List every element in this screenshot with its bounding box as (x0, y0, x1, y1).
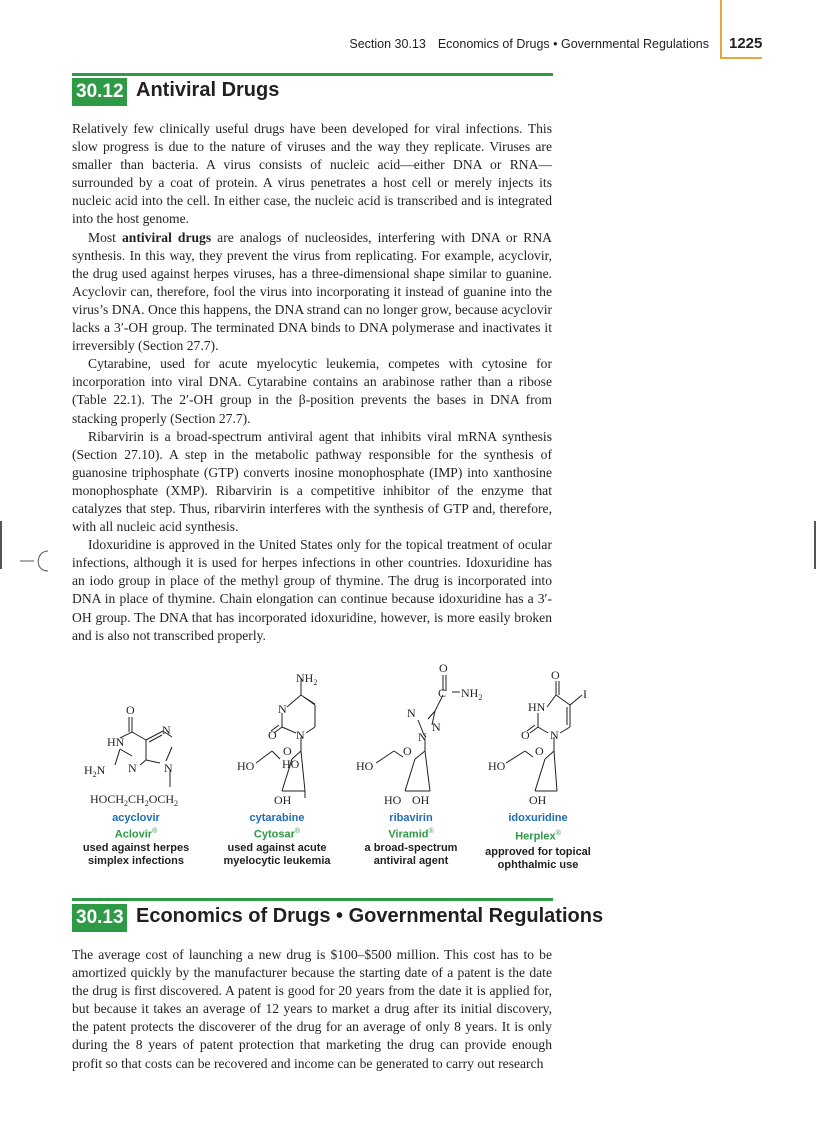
brand-name-text: Herplex (515, 830, 556, 843)
svg-text:O: O (521, 728, 530, 742)
section-number-badge: 30.12 (72, 78, 127, 106)
registered-mark: ® (152, 828, 158, 835)
registered-mark: ® (555, 830, 561, 837)
svg-text:OH: OH (412, 793, 430, 807)
body-text-economics (72, 946, 552, 1073)
brand-name-text: Cytosar (253, 828, 295, 841)
paragraph: Ribarvirin is a broad-spectrum antiviral agent that inhibits viral mRNA synthesis (Section 27.10). A step in the metabolic pathway responsible for the synthesis of guanosine triphosphate (GTP) converts inosine monophosphate (IMP) into xanthosine monophosphate (XMP). Ribarvirin is a competitive inhibitor of the enzyme that catalyzes that step. Thus, ribarvirin interferes with the synthesis of GTP and, therefore, with all nucleic acid synthesis. (72, 428, 552, 535)
drug-name: ribavirin (389, 812, 433, 824)
svg-text:HO: HO (237, 759, 255, 773)
paragraph: Idoxuridine is approved in the United States only for the topical treatment of ocular infections, although it is used for herpes infections in other countries. Idoxuridine has an iodo group in place of the methyl group of thymine. The drug is incorporated into DNA in place of thymine. Chain elongation can continue because idoxuridine has a 3′-OH group. The DNA that has incorporated idoxuridine, however, is more easily broken and is also not transcribed properly. (72, 537, 552, 643)
running-head (349, 37, 709, 51)
drug-name: acyclovir (112, 812, 160, 824)
page-number-underline (720, 57, 762, 59)
svg-text:HOCH2CH2OCH2: $HOCH_2CH_2OCH_2$ (90, 792, 179, 808)
svg-text:HO: HO (488, 759, 506, 773)
page-number: 1225 (729, 35, 763, 52)
svg-text:N: N (128, 761, 137, 775)
paragraph: Cytarabine, used for acute myelocytic leukemia, competes with cytosine for incorporation into viral DNA. Cytarabine contains an arabinose rather than a ribose (Table 22.1). The 2′-OH group in the β-position prevents the bases in DNA from stacking properly (Section 27.7). (72, 356, 552, 426)
svg-text:HN: HN (107, 735, 125, 749)
svg-text:HO: HO (282, 757, 300, 771)
section-title: Antiviral Drugs (136, 79, 280, 101)
svg-text:O: O (283, 744, 292, 758)
svg-text:O: O (439, 661, 448, 675)
drug-use: a broad-spectrum antiviral agent (364, 841, 458, 867)
svg-text:N: N (164, 761, 173, 775)
svg-text:O: O (403, 744, 412, 758)
drug-name: cytarabine (249, 812, 305, 824)
page-number-rule (720, 0, 722, 58)
paragraph-text: Most (88, 229, 122, 245)
brand-name-text: Aclovir (114, 828, 153, 841)
svg-text:C: C (438, 686, 447, 700)
svg-text:O: O (126, 703, 135, 717)
svg-text:N: N (162, 723, 171, 737)
drug-use: approved for topical ophthalmic use (485, 845, 591, 871)
drug-use: used against acute myelocytic leukemia (223, 841, 331, 867)
registered-mark: ® (294, 828, 301, 835)
section-title: Economics of Drugs • Governmental Regulations (136, 905, 604, 927)
drug-use: used against herpes simplex infections (82, 841, 190, 867)
margin-mark (0, 521, 2, 569)
key-term: antiviral drugs (122, 229, 212, 245)
svg-text:N: N (278, 702, 287, 716)
svg-text:N: N (432, 720, 441, 734)
svg-text:O: O (551, 668, 560, 682)
running-head-section: Section 30.13 (349, 37, 426, 51)
svg-text:O: O (268, 728, 277, 742)
svg-text:N: N (407, 706, 416, 720)
svg-text:H2N: $H_2N$ (84, 763, 106, 779)
svg-text:O: O (535, 744, 544, 758)
brand-name (448, 827, 628, 844)
registered-mark: ® (428, 828, 434, 835)
running-head-title: Economics of Drugs • Governmental Regulations (437, 37, 709, 51)
svg-text:OH: OH (529, 793, 547, 807)
section-rule (72, 898, 553, 901)
svg-text:NH2: $NH_2$ (296, 671, 318, 687)
margin-marker-icon (20, 547, 68, 575)
paragraph: The average cost of launching a new drug is $100–$500 million. This cost has to be amortized quickly by the manufacturer because the starting date of a patent is the date the drug is first discovered. A patent is good for 20 years from the date it is applied for, but because it takes an average of 12 years to market a drug after its initial discovery, the patent protects the discoverer of the drug for an average of only 8 years. It is only during the 8 years of patent protection that marketing the drug can provide enough profit so that costs can be recovered and income can be generated to carry out research (72, 947, 552, 1071)
svg-text:N: N (296, 728, 305, 742)
svg-text:HN: HN (528, 700, 546, 714)
caption-idoxuridine (448, 812, 628, 872)
structure-atom-labels (84, 661, 587, 808)
section-rule (72, 73, 553, 76)
brand-name-text: Viramid (388, 828, 429, 841)
paragraph (72, 229, 552, 356)
svg-text:HO: HO (356, 759, 374, 773)
svg-text:HO: HO (384, 793, 402, 807)
structures-figure (60, 655, 587, 815)
body-text-antiviral (72, 120, 552, 645)
svg-text:N: N (550, 728, 559, 742)
svg-text:NH2: $NH_2$ (461, 686, 483, 702)
drug-name: idoxuridine (508, 812, 568, 824)
svg-text:I: I (583, 687, 587, 701)
section-number-badge: 30.13 (72, 904, 127, 932)
svg-text:N: N (418, 730, 427, 744)
paragraph-text: are analogs of nucleosides, interfering with DNA or RNA synthesis. In this way, they prevent the virus from replicating. For example, acyclovir, the drug used against herpes viruses, has a three-dimensional shape similar to guanine. Acyclovir can, therefore, fool the virus into incorporating it instead of guanine into the virus’s DNA. Once this happens, the DNA strand can no longer grow, because acyclovir lacks a 3′-OH group. The terminated DNA binds to DNA polymerase and inactivates it irreversibly (Section 27.7). (72, 229, 552, 354)
paragraph: Relatively few clinically useful drugs have been developed for viral infections. This slow progress is due to the nature of viruses and the way they replicate. Viruses are smaller than bacteria. A virus consists of nucleic acid—either DNA or RNA—surrounded by a coat of protein. A virus penetrates a host cell or merely injects its nucleic acid into the cell. In either case, the nucleic acid is transcribed and is integrated into the host genome. (72, 121, 552, 227)
svg-text:OH: OH (274, 793, 292, 807)
